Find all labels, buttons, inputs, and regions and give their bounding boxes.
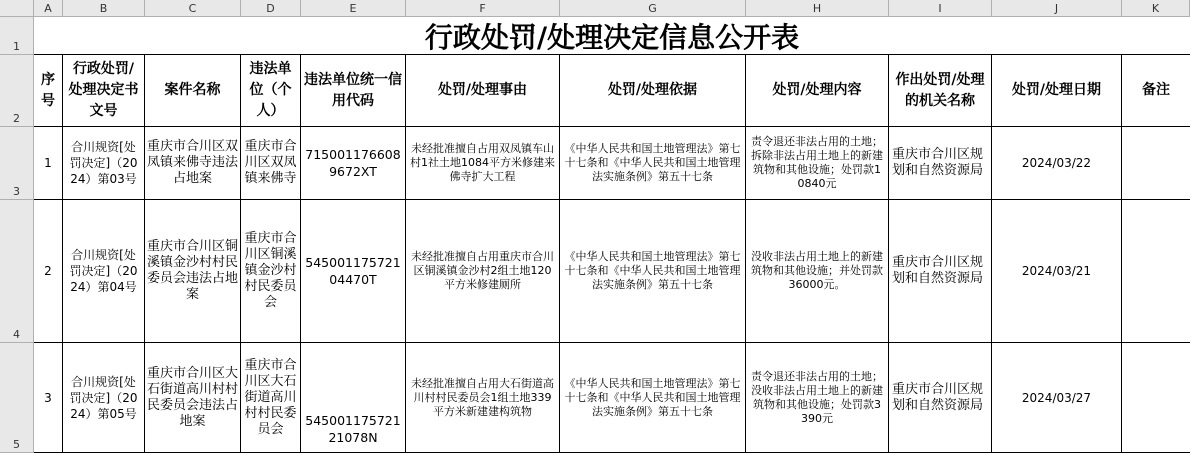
header-credit-code[interactable]: 违法单位统一信用代码 bbox=[301, 55, 406, 127]
column-header-h[interactable]: H bbox=[746, 0, 889, 17]
cell-seq[interactable]: 1 bbox=[34, 127, 63, 200]
cell-authority[interactable]: 重庆市合川区规划和自然资源局 bbox=[889, 127, 992, 200]
header-authority[interactable]: 作出处罚/处理的机关名称 bbox=[889, 55, 992, 127]
header-seq[interactable]: 序号 bbox=[34, 55, 63, 127]
cell-remark[interactable] bbox=[1122, 127, 1190, 200]
header-content[interactable]: 处罚/处理内容 bbox=[746, 55, 889, 127]
cell-date[interactable]: 2024/03/21 bbox=[992, 200, 1122, 343]
column-header-e[interactable]: E bbox=[301, 0, 406, 17]
cell-content[interactable]: 没收非法占用土地上的新建筑物和其他设施；并处罚款36000元。 bbox=[746, 200, 889, 343]
cell-basis[interactable]: 《中华人民共和国土地管理法》第七十七条和《中华人民共和国土地管理法实施条例》第五十七条 bbox=[560, 200, 746, 343]
cell-date[interactable]: 2024/03/22 bbox=[992, 127, 1122, 200]
header-doc-no[interactable]: 行政处罚/处理决定书文号 bbox=[63, 55, 145, 127]
cell-reason[interactable]: 未经批准擅自占用重庆市合川区铜溪镇金沙村2组土地120平方米修建厕所 bbox=[406, 200, 560, 343]
cell-violator[interactable]: 重庆市合川区大石街道高川村村民委员会 bbox=[241, 343, 301, 453]
column-header-j[interactable]: J bbox=[992, 0, 1122, 17]
cell-authority[interactable]: 重庆市合川区规划和自然资源局 bbox=[889, 343, 992, 453]
cell-remark[interactable] bbox=[1122, 343, 1190, 453]
column-header-g[interactable]: G bbox=[560, 0, 746, 17]
column-header-d[interactable]: D bbox=[241, 0, 301, 17]
cell-reason[interactable]: 未经批准擅自占用双凤镇车山村1社土地1084平方米修建来佛寺扩大工程 bbox=[406, 127, 560, 200]
column-header-i[interactable]: I bbox=[889, 0, 992, 17]
column-header-b[interactable]: B bbox=[63, 0, 145, 17]
cell-credit-code[interactable]: 54500117572104470T bbox=[301, 200, 406, 343]
cell-seq[interactable]: 2 bbox=[34, 200, 63, 343]
row-header-3[interactable]: 3 bbox=[0, 127, 34, 200]
column-header-a[interactable]: A bbox=[34, 0, 63, 17]
cell-seq[interactable]: 3 bbox=[34, 343, 63, 453]
header-remark[interactable]: 备注 bbox=[1122, 55, 1190, 127]
cell-content[interactable]: 责令退还非法占用的土地；没收非法占用土地上的新建筑物和其他设施；处罚款3390元 bbox=[746, 343, 889, 453]
column-header-k[interactable]: K bbox=[1122, 0, 1190, 17]
cell-case-name[interactable]: 重庆市合川区铜溪镇金沙村村民委员会违法占地案 bbox=[145, 200, 241, 343]
cell-authority[interactable]: 重庆市合川区规划和自然资源局 bbox=[889, 200, 992, 343]
cell-violator[interactable]: 重庆市合川区铜溪镇金沙村村民委员会 bbox=[241, 200, 301, 343]
cell-basis[interactable]: 《中华人民共和国土地管理法》第七十七条和《中华人民共和国土地管理法实施条例》第五十七条 bbox=[560, 127, 746, 200]
cell-content[interactable]: 责令退还非法占用的土地；拆除非法占用土地上的新建筑物和其他设施；处罚款10840元 bbox=[746, 127, 889, 200]
cell-reason[interactable]: 未经批准擅自占用大石街道高川村村民委员会1组土地339平方米新建建构筑物 bbox=[406, 343, 560, 453]
row-header-1[interactable]: 1 bbox=[0, 17, 34, 55]
cell-doc-no[interactable]: 合川规资[处罚决定]（2024）第04号 bbox=[63, 200, 145, 343]
header-reason[interactable]: 处罚/处理事由 bbox=[406, 55, 560, 127]
sheet-title[interactable]: 行政处罚/处理决定信息公开表 bbox=[34, 17, 1190, 55]
cell-case-name[interactable]: 重庆市合川区大石街道高川村村民委员会违法占地案 bbox=[145, 343, 241, 453]
header-case-name[interactable]: 案件名称 bbox=[145, 55, 241, 127]
header-date[interactable]: 处罚/处理日期 bbox=[992, 55, 1122, 127]
cell-credit-code[interactable]: 7150011766089672XT bbox=[301, 127, 406, 200]
row-header-2[interactable]: 2 bbox=[0, 55, 34, 127]
cell-remark[interactable] bbox=[1122, 200, 1190, 343]
cell-doc-no[interactable]: 合川规资[处罚决定]（2024）第05号 bbox=[63, 343, 145, 453]
column-header-c[interactable]: C bbox=[145, 0, 241, 17]
select-all-corner[interactable] bbox=[0, 0, 34, 17]
column-header-f[interactable]: F bbox=[406, 0, 560, 17]
header-basis[interactable]: 处罚/处理依据 bbox=[560, 55, 746, 127]
row-header-5[interactable]: 5 bbox=[0, 343, 34, 453]
cell-violator[interactable]: 重庆市合川区双凤镇来佛寺 bbox=[241, 127, 301, 200]
cell-date[interactable]: 2024/03/27 bbox=[992, 343, 1122, 453]
cell-case-name[interactable]: 重庆市合川区双凤镇来佛寺违法占地案 bbox=[145, 127, 241, 200]
cell-doc-no[interactable]: 合川规资[处罚决定]（2024）第03号 bbox=[63, 127, 145, 200]
row-header-4[interactable]: 4 bbox=[0, 200, 34, 343]
cell-basis[interactable]: 《中华人民共和国土地管理法》第七十七条和《中华人民共和国土地管理法实施条例》第五十七条 bbox=[560, 343, 746, 453]
header-violator[interactable]: 违法单位（个人） bbox=[241, 55, 301, 127]
cell-credit-code[interactable]: 54500117572121078N bbox=[301, 343, 406, 453]
